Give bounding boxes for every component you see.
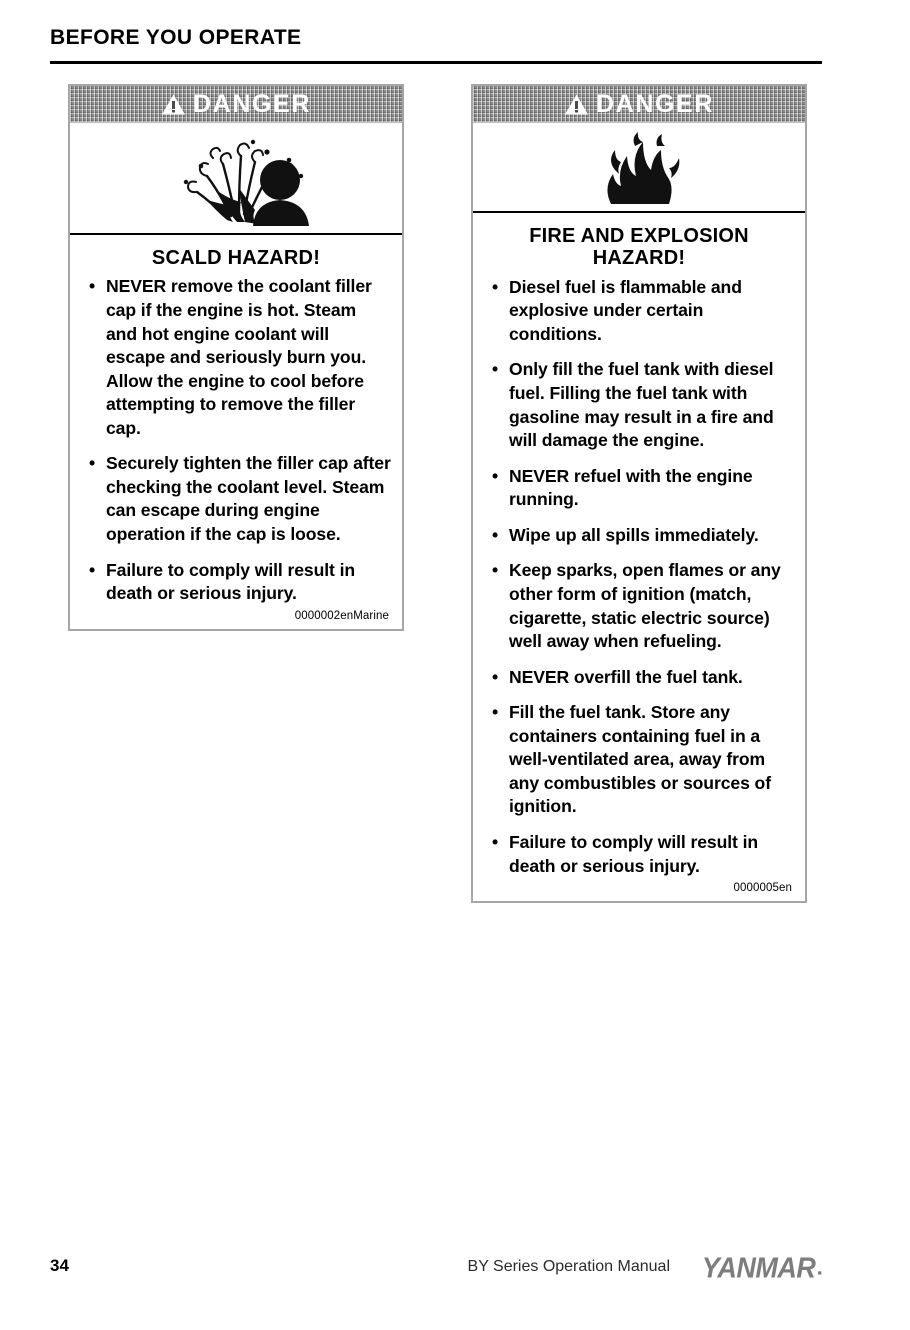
list-item-text: Keep sparks, open flames or any other form of ignition (match, cigarette, static electric source) well away when refueling. (509, 560, 781, 652)
hazard-bullet-list (484, 276, 794, 878)
yanmar-logo-dot: ▪ (817, 1265, 822, 1280)
list-item (484, 358, 794, 452)
bullet-marker: • (492, 276, 499, 297)
danger-box-body (473, 213, 805, 901)
danger-band-label: DANGER (596, 89, 714, 118)
list-item-text: Failure to comply will result in death or serious injury. (509, 832, 759, 876)
list-item (484, 666, 794, 690)
list-item (81, 559, 391, 606)
list-item-text: Securely tighten the filler cap after checking the coolant level. Steam can escape during engine operation if the cap is loose. (106, 453, 391, 545)
warning-triangle-icon (161, 93, 186, 116)
list-item (484, 831, 794, 878)
document-code: 0000002enMarine (294, 609, 389, 622)
scald-pictogram-graphic (149, 130, 324, 226)
list-item (484, 701, 794, 819)
bullet-marker: • (492, 560, 499, 581)
hazard-title: SCALD HAZARD! (151, 247, 321, 269)
yanmar-logo-text: YANMAR (701, 1252, 816, 1284)
bullet-marker: • (492, 359, 499, 380)
list-item-text: NEVER refuel with the engine running. (509, 465, 753, 510)
fire-pictogram-graphic (591, 130, 687, 204)
hazard-bullet-list (81, 275, 391, 605)
scald-steam-person-icon (70, 123, 402, 235)
list-item (81, 275, 391, 440)
bullet-marker: • (492, 832, 499, 853)
list-item-text: Only fill the fuel tank with diesel fuel. Filling the fuel tank with gasoline may result in a fire and will damage the engine. (509, 359, 774, 451)
flame-fire-icon (473, 123, 805, 213)
bullet-marker: • (492, 666, 499, 687)
page-title: BEFORE YOU OPERATE (50, 26, 302, 49)
list-item (484, 465, 794, 512)
danger-box-fire-explosion-hazard (471, 84, 807, 903)
bullet-marker: • (89, 276, 96, 297)
list-item-text: Wipe up all spills immediately. (509, 524, 759, 545)
list-item-text: Fill the fuel tank. Store any containers containing fuel in a well-ventilated area, away from any combustibles or sources of ignition. (509, 702, 771, 817)
warning-triangle-icon (564, 93, 589, 116)
bullet-marker: • (492, 465, 499, 486)
list-item (484, 276, 794, 347)
page-number: 34 (50, 1256, 69, 1275)
list-item-text: Failure to comply will result in death or serious injury. (106, 559, 356, 604)
list-item (81, 452, 391, 546)
document-code: 0000005en (733, 882, 792, 895)
header-divider-rule (50, 61, 822, 64)
hazard-title: FIRE AND EXPLOSION HAZARD! (529, 225, 749, 270)
page-header (50, 26, 822, 49)
bullet-marker: • (89, 559, 96, 580)
bullet-marker: • (89, 453, 96, 474)
page-footer (50, 1253, 822, 1287)
bullet-marker: • (492, 524, 499, 545)
danger-band-header (473, 86, 805, 123)
bullet-marker: • (492, 702, 499, 723)
yanmar-logo (702, 1253, 822, 1284)
list-item (484, 524, 794, 548)
list-item-text: Diesel fuel is flammable and explosive under certain conditions. (509, 276, 742, 344)
list-item-text: NEVER overfill the fuel tank. (509, 666, 743, 687)
danger-box-body (70, 235, 402, 629)
manual-title: BY Series Operation Manual (467, 1258, 670, 1275)
list-item-text: NEVER remove the coolant filler cap if the engine is hot. Steam and hot engine coolant will escape and seriously burn you. Allow the engine to cool before attempting to remove the filler cap. (106, 276, 372, 438)
danger-band-header (70, 86, 402, 123)
danger-box-scald-hazard (68, 84, 404, 631)
list-item (484, 559, 794, 653)
danger-band-label: DANGER (193, 89, 311, 118)
